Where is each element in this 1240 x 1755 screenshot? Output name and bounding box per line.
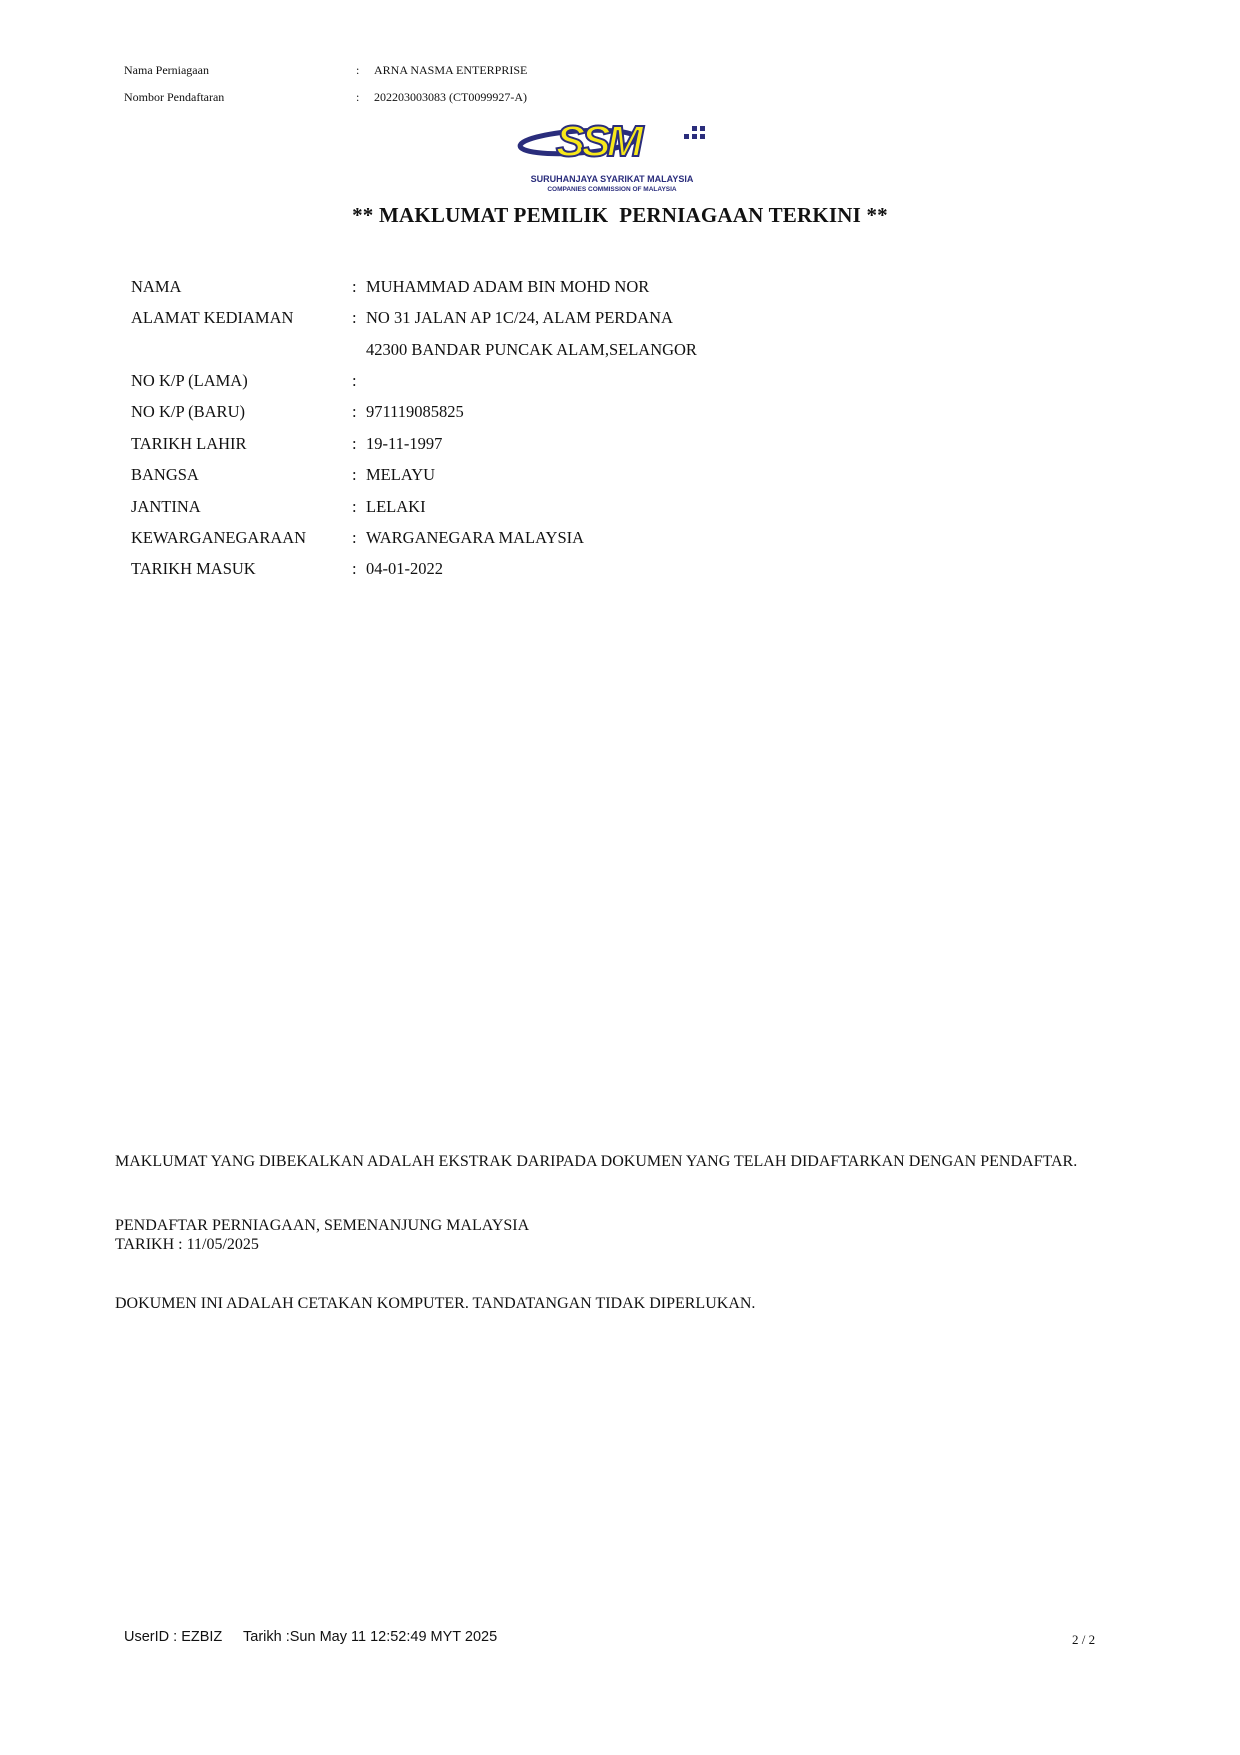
bangsa-colon: : [352,465,357,484]
nama-colon: : [352,277,357,296]
kewarganegaraan-label: KEWARGANEGARAAN [131,528,307,547]
nama-label: NAMA [131,277,182,296]
business-name-value: ARNA NASMA ENTERPRISE [374,63,528,77]
ssm-logo-line1: SURUHANJAYA SYARIKAT MALAYSIA [530,174,694,184]
kp-lama-colon: : [352,371,357,390]
document-date: TARIKH : 11/05/2025 [115,1236,259,1253]
kp-baru-colon: : [352,402,357,421]
registrar-line: PENDAFTAR PERNIAGAAN, SEMENANJUNG MALAYSIA [115,1217,530,1234]
jantina-colon: : [352,497,357,516]
alamat-colon: : [352,308,357,327]
business-name-colon: : [356,63,360,77]
kewarganegaraan-colon: : [352,528,357,547]
tarikh-lahir-value: 19-11-1997 [366,434,443,453]
kp-lama-label: NO K/P (LAMA) [131,371,248,390]
tarikh-lahir-colon: : [352,434,357,453]
tarikh-masuk-label: TARIKH MASUK [131,559,256,578]
alamat-line2: 42300 BANDAR PUNCAK ALAM,SELANGOR [366,340,697,359]
nama-value: MUHAMMAD ADAM BIN MOHD NOR [366,277,650,296]
extract-statement: MAKLUMAT YANG DIBEKALKAN ADALAH EKSTRAK DARIPADA DOKUMEN YANG TELAH DIDAFTARKAN DENGAN PENDAFTAR. [115,1153,1078,1170]
page-number: 2 / 2 [1072,1632,1096,1647]
footer-timestamp: Tarikh :Sun May 11 12:52:49 MYT 2025 [243,1629,498,1645]
tarikh-masuk-value: 04-01-2022 [366,559,443,578]
registration-colon: : [356,90,360,104]
bangsa-label: BANGSA [131,465,199,484]
alamat-label: ALAMAT KEDIAMAN [131,308,294,327]
ssm-logo-line2: COMPANIES COMMISSION OF MALAYSIA [547,186,677,193]
page-title: ** MAKLUMAT PEMILIK PERNIAGAAN TERKINI ** [352,203,888,227]
alamat-line1: NO 31 JALAN AP 1C/24, ALAM PERDANA [366,308,673,327]
jantina-label: JANTINA [131,497,201,516]
ssm-logo-mark: SSM [556,118,640,166]
ssm-logo [516,118,708,196]
kp-baru-label: NO K/P (BARU) [131,402,245,421]
business-name-label: Nama Perniagaan [124,63,209,77]
footer-user-id: UserID : EZBIZ [124,1629,223,1645]
tarikh-lahir-label: TARIKH LAHIR [131,434,247,453]
kp-baru-value: 971119085825 [366,402,464,421]
registration-value: 202203003083 (CT0099927-A) [374,90,527,104]
computer-print-notice: DOKUMEN INI ADALAH CETAKAN KOMPUTER. TANDATANGAN TIDAK DIPERLUKAN. [115,1295,756,1312]
registration-label: Nombor Pendaftaran [124,90,225,104]
tarikh-masuk-colon: : [352,559,357,578]
kewarganegaraan-value: WARGANEGARA MALAYSIA [366,528,585,547]
jantina-value: LELAKI [366,497,426,516]
bangsa-value: MELAYU [366,465,436,484]
